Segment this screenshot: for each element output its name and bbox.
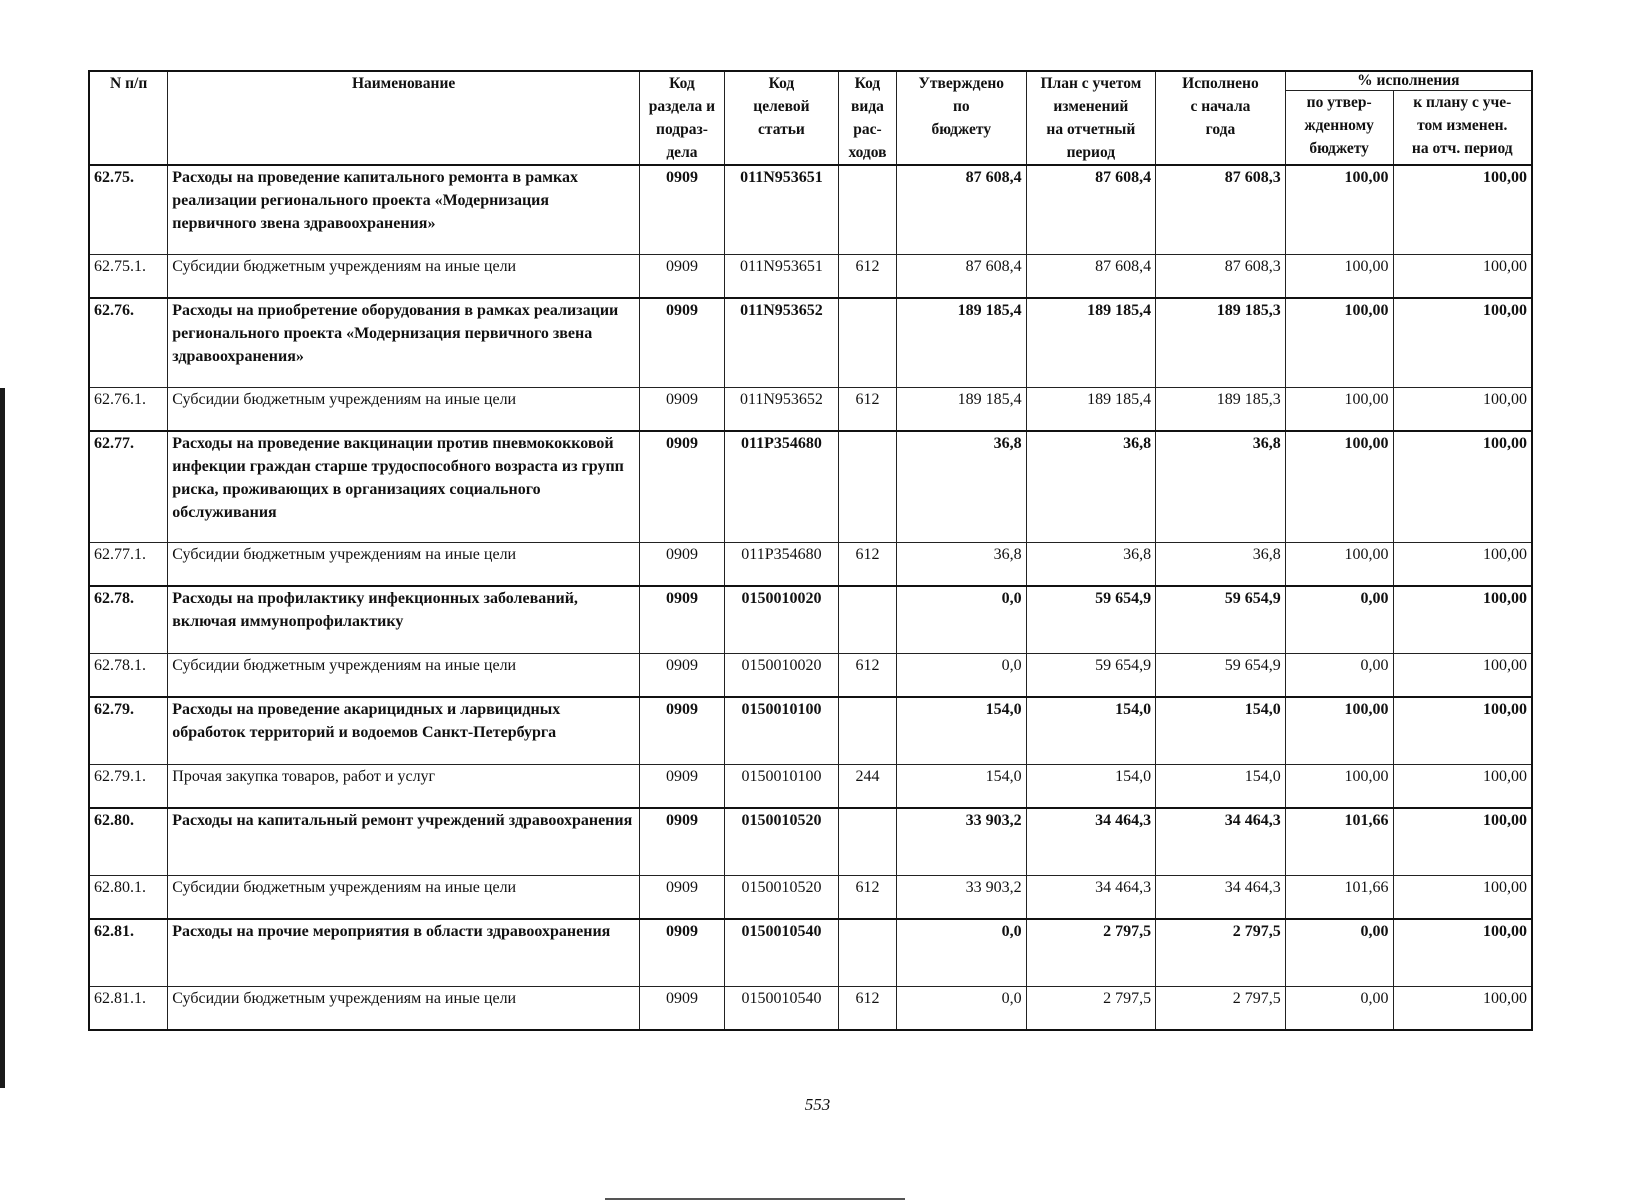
row-number: 62.81.1.	[89, 987, 168, 1031]
row-kind-code	[838, 298, 896, 388]
row-target-code: 011P354680	[724, 431, 838, 543]
row-approved: 0,0	[897, 919, 1027, 987]
row-name: Расходы на проведение акарицидных и ларвицидных обработок территорий и водоемов Санкт-Петербурга	[168, 697, 640, 765]
header-line: на отчетный	[1046, 121, 1136, 138]
row-pct-budget: 100,00	[1285, 431, 1393, 543]
row-pct-plan: 100,00	[1393, 654, 1532, 698]
row-pct-budget: 100,00	[1285, 165, 1393, 255]
row-kind-code: 612	[838, 654, 896, 698]
row-target-code: 0150010100	[724, 765, 838, 809]
row-kind-code: 612	[838, 987, 896, 1031]
row-executed: 34 464,3	[1156, 808, 1286, 876]
header-percent: % исполнения	[1285, 71, 1532, 91]
row-name: Расходы на капитальный ремонт учреждений здравоохранения	[168, 808, 640, 876]
header-line: Код	[854, 75, 881, 92]
row-executed: 87 608,3	[1156, 255, 1286, 299]
header-pct-budget	[1285, 91, 1393, 166]
row-name: Расходы на проведение вакцинации против пневмококковой инфекции граждан старше трудоспособного возраста из групп риска, проживающих в организациях социального обслуживания	[168, 431, 640, 543]
row-pct-plan: 100,00	[1393, 255, 1532, 299]
header-pct-plan	[1393, 91, 1532, 166]
row-approved: 36,8	[897, 431, 1027, 543]
row-executed: 36,8	[1156, 431, 1286, 543]
budget-execution-table	[88, 70, 1533, 1031]
table-row	[89, 697, 1532, 765]
row-pct-budget: 100,00	[1285, 255, 1393, 299]
row-executed: 2 797,5	[1156, 919, 1286, 987]
row-approved: 33 903,2	[897, 808, 1027, 876]
row-pct-budget: 101,66	[1285, 808, 1393, 876]
header-line: Код	[669, 75, 695, 92]
row-kind-code	[838, 586, 896, 654]
row-section-code: 0909	[639, 388, 724, 432]
header-line: Код	[768, 75, 795, 92]
row-number: 62.81.	[89, 919, 168, 987]
header-line: к плану с уче-	[1413, 94, 1512, 111]
row-pct-budget: 100,00	[1285, 543, 1393, 587]
row-section-code: 0909	[639, 765, 724, 809]
table-body	[89, 165, 1532, 1030]
row-section-code: 0909	[639, 586, 724, 654]
row-number: 62.77.	[89, 431, 168, 543]
header-line: на отч. период	[1411, 140, 1513, 157]
row-pct-budget: 100,00	[1285, 765, 1393, 809]
row-approved: 87 608,4	[897, 165, 1027, 255]
row-target-code: 0150010100	[724, 697, 838, 765]
header-executed	[1156, 71, 1286, 165]
header-line: целевой	[753, 98, 810, 115]
table-row	[89, 431, 1532, 543]
header-line: статьи	[758, 121, 805, 138]
table-row	[89, 987, 1532, 1031]
row-target-code: 011N953651	[724, 255, 838, 299]
row-plan: 2 797,5	[1026, 987, 1156, 1031]
row-section-code: 0909	[639, 876, 724, 920]
header-line: период	[1066, 144, 1116, 161]
header-line: бюджету	[1309, 140, 1369, 157]
row-plan: 2 797,5	[1026, 919, 1156, 987]
row-pct-plan: 100,00	[1393, 165, 1532, 255]
row-name: Субсидии бюджетным учреждениям на иные цели	[168, 388, 640, 432]
row-plan: 87 608,4	[1026, 165, 1156, 255]
row-name: Субсидии бюджетным учреждениям на иные цели	[168, 876, 640, 920]
row-pct-budget: 0,00	[1285, 654, 1393, 698]
header-line: План с учетом	[1040, 75, 1142, 92]
row-approved: 87 608,4	[897, 255, 1027, 299]
header-line: вида	[851, 98, 884, 115]
row-plan: 154,0	[1026, 765, 1156, 809]
row-number: 62.78.	[89, 586, 168, 654]
row-plan: 34 464,3	[1026, 808, 1156, 876]
row-kind-code	[838, 808, 896, 876]
header-target-code	[724, 71, 838, 165]
row-pct-plan: 100,00	[1393, 808, 1532, 876]
header-kind-code	[838, 71, 896, 165]
row-plan: 34 464,3	[1026, 876, 1156, 920]
row-approved: 189 185,4	[897, 298, 1027, 388]
header-line: жденному	[1304, 117, 1374, 134]
header-section-code	[639, 71, 724, 165]
row-approved: 36,8	[897, 543, 1027, 587]
row-name: Субсидии бюджетным учреждениям на иные цели	[168, 987, 640, 1031]
row-pct-plan: 100,00	[1393, 697, 1532, 765]
row-section-code: 0909	[639, 543, 724, 587]
row-section-code: 0909	[639, 808, 724, 876]
row-target-code: 011N953652	[724, 388, 838, 432]
row-kind-code: 612	[838, 255, 896, 299]
row-executed: 59 654,9	[1156, 654, 1286, 698]
row-plan: 36,8	[1026, 431, 1156, 543]
row-name: Расходы на проведение капитального ремонта в рамках реализации регионального проекта «Модернизация первичного звена здравоохранения»	[168, 165, 640, 255]
row-number: 62.77.1.	[89, 543, 168, 587]
header-line: Исполнено	[1182, 75, 1259, 92]
row-section-code: 0909	[639, 431, 724, 543]
row-name: Расходы на профилактику инфекционных заболеваний, включая иммунопрофилактику	[168, 586, 640, 654]
row-executed: 154,0	[1156, 765, 1286, 809]
row-name: Прочая закупка товаров, работ и услуг	[168, 765, 640, 809]
row-pct-budget: 0,00	[1285, 987, 1393, 1031]
row-executed: 2 797,5	[1156, 987, 1286, 1031]
header-line: рас-	[853, 121, 882, 138]
row-target-code: 0150010020	[724, 654, 838, 698]
row-section-code: 0909	[639, 654, 724, 698]
header-line: подраз-	[656, 121, 708, 138]
row-approved: 0,0	[897, 987, 1027, 1031]
header-line: по	[952, 98, 970, 115]
header-approved	[897, 71, 1027, 165]
row-pct-budget: 0,00	[1285, 586, 1393, 654]
table-row	[89, 654, 1532, 698]
row-section-code: 0909	[639, 919, 724, 987]
row-executed: 189 185,3	[1156, 298, 1286, 388]
row-number: 62.79.	[89, 697, 168, 765]
row-target-code: 011P354680	[724, 543, 838, 587]
row-plan: 59 654,9	[1026, 654, 1156, 698]
header-line: раздела и	[648, 98, 716, 115]
row-kind-code	[838, 697, 896, 765]
row-section-code: 0909	[639, 165, 724, 255]
row-number: 62.80.	[89, 808, 168, 876]
header-line: изменений	[1053, 98, 1129, 115]
table-row	[89, 255, 1532, 299]
row-kind-code: 612	[838, 388, 896, 432]
row-pct-plan: 100,00	[1393, 298, 1532, 388]
row-number: 62.76.1.	[89, 388, 168, 432]
table-row	[89, 765, 1532, 809]
header-line: том изменен.	[1417, 117, 1508, 134]
row-kind-code	[838, 165, 896, 255]
row-pct-plan: 100,00	[1393, 586, 1532, 654]
row-pct-plan: 100,00	[1393, 543, 1532, 587]
row-plan: 154,0	[1026, 697, 1156, 765]
scan-edge-mark	[0, 388, 5, 1088]
header-line: дела	[666, 144, 698, 161]
row-name: Расходы на приобретение оборудования в рамках реализации регионального проекта «Модернизация первичного звена здравоохранения»	[168, 298, 640, 388]
row-plan: 189 185,4	[1026, 298, 1156, 388]
row-number: 62.75.1.	[89, 255, 168, 299]
row-pct-plan: 100,00	[1393, 876, 1532, 920]
header-plan	[1026, 71, 1156, 165]
row-executed: 154,0	[1156, 697, 1286, 765]
header-line: ходов	[848, 144, 887, 161]
row-pct-budget: 101,66	[1285, 876, 1393, 920]
row-number: 62.75.	[89, 165, 168, 255]
row-pct-plan: 100,00	[1393, 388, 1532, 432]
row-plan: 59 654,9	[1026, 586, 1156, 654]
row-plan: 36,8	[1026, 543, 1156, 587]
row-kind-code: 612	[838, 876, 896, 920]
header-line: по утвер-	[1306, 94, 1372, 111]
header-line: Утверждено	[918, 75, 1005, 92]
table-row	[89, 586, 1532, 654]
row-approved: 154,0	[897, 697, 1027, 765]
table-row	[89, 388, 1532, 432]
row-target-code: 0150010020	[724, 586, 838, 654]
page-number: 553	[804, 1095, 831, 1114]
row-pct-plan: 100,00	[1393, 987, 1532, 1031]
row-approved: 154,0	[897, 765, 1027, 809]
header-line: бюджету	[931, 121, 992, 138]
row-pct-budget: 100,00	[1285, 697, 1393, 765]
row-kind-code	[838, 919, 896, 987]
row-section-code: 0909	[639, 255, 724, 299]
row-pct-budget: 100,00	[1285, 298, 1393, 388]
row-pct-plan: 100,00	[1393, 431, 1532, 543]
row-pct-plan: 100,00	[1393, 919, 1532, 987]
table-row	[89, 543, 1532, 587]
table-row	[89, 919, 1532, 987]
row-target-code: 0150010540	[724, 987, 838, 1031]
row-section-code: 0909	[639, 987, 724, 1031]
row-name: Субсидии бюджетным учреждениям на иные цели	[168, 654, 640, 698]
row-approved: 0,0	[897, 654, 1027, 698]
row-target-code: 0150010520	[724, 808, 838, 876]
row-section-code: 0909	[639, 298, 724, 388]
table-row	[89, 165, 1532, 255]
row-pct-budget: 100,00	[1285, 388, 1393, 432]
row-target-code: 011N953651	[724, 165, 838, 255]
header-line: года	[1205, 121, 1236, 138]
row-target-code: 011N953652	[724, 298, 838, 388]
row-plan: 87 608,4	[1026, 255, 1156, 299]
row-kind-code: 612	[838, 543, 896, 587]
row-section-code: 0909	[639, 697, 724, 765]
row-executed: 189 185,3	[1156, 388, 1286, 432]
row-target-code: 0150010520	[724, 876, 838, 920]
row-approved: 0,0	[897, 586, 1027, 654]
row-number: 62.76.	[89, 298, 168, 388]
row-pct-plan: 100,00	[1393, 765, 1532, 809]
row-number: 62.78.1.	[89, 654, 168, 698]
row-executed: 59 654,9	[1156, 586, 1286, 654]
table-row	[89, 808, 1532, 876]
header-num: N п/п	[89, 71, 168, 165]
header-line: с начала	[1190, 98, 1251, 115]
row-pct-budget: 0,00	[1285, 919, 1393, 987]
table-row	[89, 876, 1532, 920]
row-name: Субсидии бюджетным учреждениям на иные цели	[168, 255, 640, 299]
row-plan: 189 185,4	[1026, 388, 1156, 432]
row-executed: 36,8	[1156, 543, 1286, 587]
row-executed: 34 464,3	[1156, 876, 1286, 920]
row-target-code: 0150010540	[724, 919, 838, 987]
row-approved: 33 903,2	[897, 876, 1027, 920]
row-approved: 189 185,4	[897, 388, 1027, 432]
row-number: 62.80.1.	[89, 876, 168, 920]
row-executed: 87 608,3	[1156, 165, 1286, 255]
row-kind-code	[838, 431, 896, 543]
table-row	[89, 298, 1532, 388]
row-number: 62.79.1.	[89, 765, 168, 809]
row-name: Субсидии бюджетным учреждениям на иные цели	[168, 543, 640, 587]
row-kind-code: 244	[838, 765, 896, 809]
header-name: Наименование	[168, 71, 640, 165]
row-name: Расходы на прочие мероприятия в области здравоохранения	[168, 919, 640, 987]
